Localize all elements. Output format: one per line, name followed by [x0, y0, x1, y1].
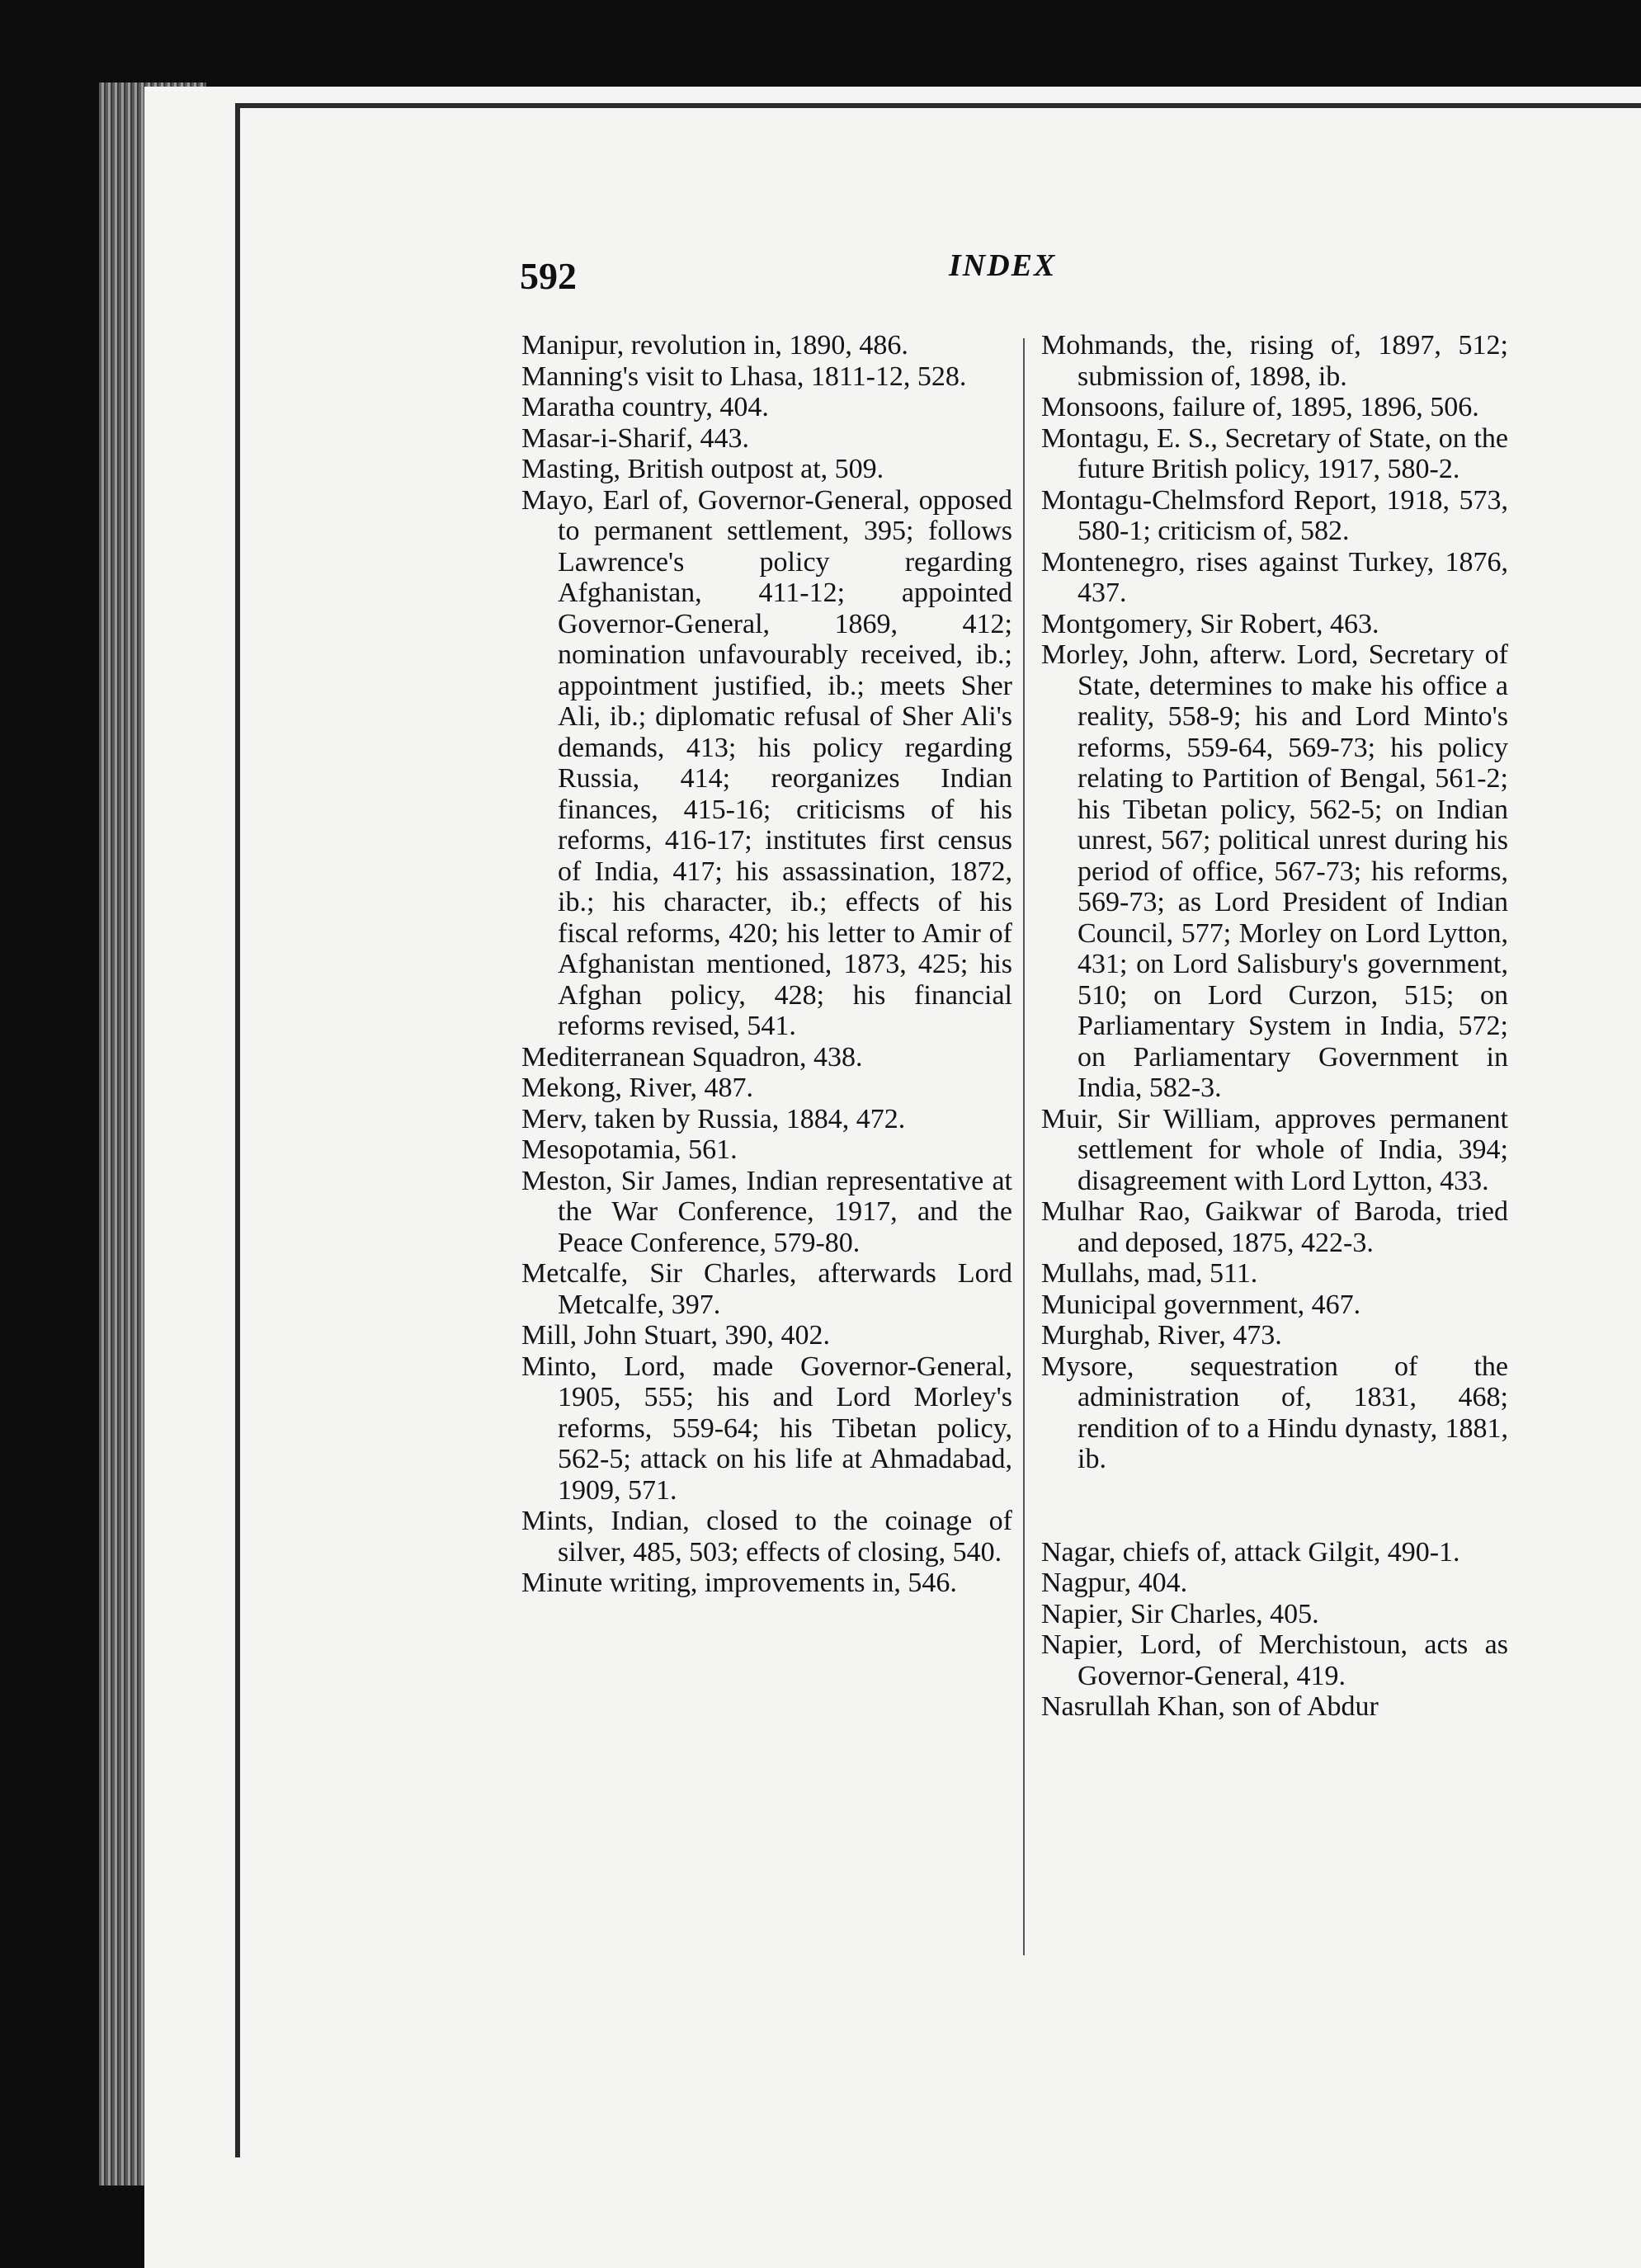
index-entry: Morley, John, afterw. Lord, Secretary of State, determines to make his office a reality, 558-9; his and Lord Minto's reforms, 559-64, 569-73; his policy relating to Partition of Bengal, 561-2; his Tibetan policy, 562-5; on Indian unrest, 567; political unrest during his period of office, 567-73; his reforms, 569-73; as Lord President of Indian Council, 577; Morley on Lord Lytton, 431; on Lord Salisbury's government, 510; on Lord Curzon, 515; on Parliamentary System in India, 572; on Parliamentary Government in India, 582-3. [1041, 639, 1508, 1103]
index-entry: Masting, British outpost at, 509. [521, 454, 884, 484]
index-entry: Nagpur, 404. [1041, 1568, 1188, 1598]
index-entry: Montgomery, Sir Robert, 463. [1041, 608, 1379, 639]
index-entry: Murghab, River, 473. [1041, 1320, 1282, 1351]
index-entry: Mayo, Earl of, Governor-General, opposed to permanent settlement, 395; follows Lawrence's policy regarding Afghanistan, 411-12; appointed Governor-General, 1869, 412; nomination unfavourably received, ib.; appointment justified, ib.; meets Sher Ali, ib.; diplomatic refusal of Sher Ali's demands, 413; his policy regarding Russia, 414; reorganizes Indian finances, 415-16; criticisms of his reforms, 416-17; institutes first census of India, 417; his assassination, 1872, ib.; his character, ib.; effects of his fiscal reforms, 420; his letter to Amir of Afghanistan mentioned, 1873, 425; his Afghan policy, 428; his financial reforms revised, 541. [521, 484, 1012, 1041]
index-entry: Municipal government, 467. [1041, 1289, 1361, 1320]
page-header [520, 248, 1510, 305]
index-entry: Montagu, E. S., Secretary of State, on the future British policy, 1917, 580-2. [1041, 422, 1508, 484]
index-entry: Manipur, revolution in, 1890, 486. [521, 330, 908, 361]
index-entry: Monsoons, failure of, 1895, 1896, 506. [1041, 392, 1479, 422]
page-top-border [235, 103, 1641, 108]
index-entry: Montagu-Chelmsford Report, 1918, 573, 580-1; criticism of, 582. [1041, 484, 1508, 546]
index-column-right [1041, 330, 1508, 1723]
index-entry: Meston, Sir James, Indian representative at the War Conference, 1917, and the Peace Conference, 579-80. [521, 1165, 1012, 1258]
index-entry: Minto, Lord, made Governor-General, 1905, 555; his and Lord Morley's reforms, 559-64; his Tibetan policy, 562-5; attack on his life at Ahmadabad, 1909, 571. [521, 1351, 1012, 1506]
column-divider [1023, 338, 1025, 1955]
index-entry: Montenegro, rises against Turkey, 1876, 437. [1041, 546, 1508, 608]
index-entry: Metcalfe, Sir Charles, afterwards Lord Metcalfe, 397. [521, 1258, 1012, 1320]
index-entry: Nagar, chiefs of, attack Gilgit, 490-1. [1041, 1536, 1460, 1568]
index-entry: Merv, taken by Russia, 1884, 472. [521, 1103, 906, 1134]
index-column-left [521, 330, 1012, 1599]
index-entry: Mekong, River, 487. [521, 1073, 753, 1103]
index-entry: Mohmands, the, rising of, 1897, 512; submission of, 1898, ib. [1041, 330, 1508, 392]
running-head: INDEX [949, 248, 1057, 283]
index-entry: Napier, Sir Charles, 405. [1041, 1598, 1319, 1629]
page-number: 592 [520, 255, 577, 297]
index-entry: Mediterranean Squadron, 438. [521, 1041, 863, 1073]
index-entry: Nasrullah Khan, son of Abdur [1041, 1691, 1379, 1722]
index-entry: Minute writing, improvements in, 546. [521, 1568, 957, 1598]
index-entry: Mints, Indian, closed to the coinage of silver, 485, 503; effects of closing, 540. [521, 1506, 1012, 1568]
index-entry: Maratha country, 404. [521, 392, 769, 422]
index-entry: Muir, Sir William, approves permanent settlement for whole of India, 394; disagreement with Lord Lytton, 433. [1041, 1103, 1508, 1196]
letter-section-gap [1041, 1475, 1508, 1537]
index-entry: Manning's visit to Lhasa, 1811-12, 528. [521, 361, 967, 392]
page-left-border [235, 103, 240, 2157]
index-entry: Mullahs, mad, 511. [1041, 1258, 1258, 1289]
index-entry: Mill, John Stuart, 390, 402. [521, 1320, 831, 1351]
index-entry: Napier, Lord, of Merchistoun, acts as Governor-General, 419. [1041, 1629, 1508, 1691]
index-entry: Mesopotamia, 561. [521, 1134, 738, 1165]
index-entry: Mulhar Rao, Gaikwar of Baroda, tried and deposed, 1875, 422-3. [1041, 1196, 1508, 1258]
index-entry: Masar-i-Sharif, 443. [521, 422, 749, 454]
index-entry: Mysore, sequestration of the administration of, 1831, 468; rendition of to a Hindu dynasty, 1881, ib. [1041, 1351, 1508, 1474]
